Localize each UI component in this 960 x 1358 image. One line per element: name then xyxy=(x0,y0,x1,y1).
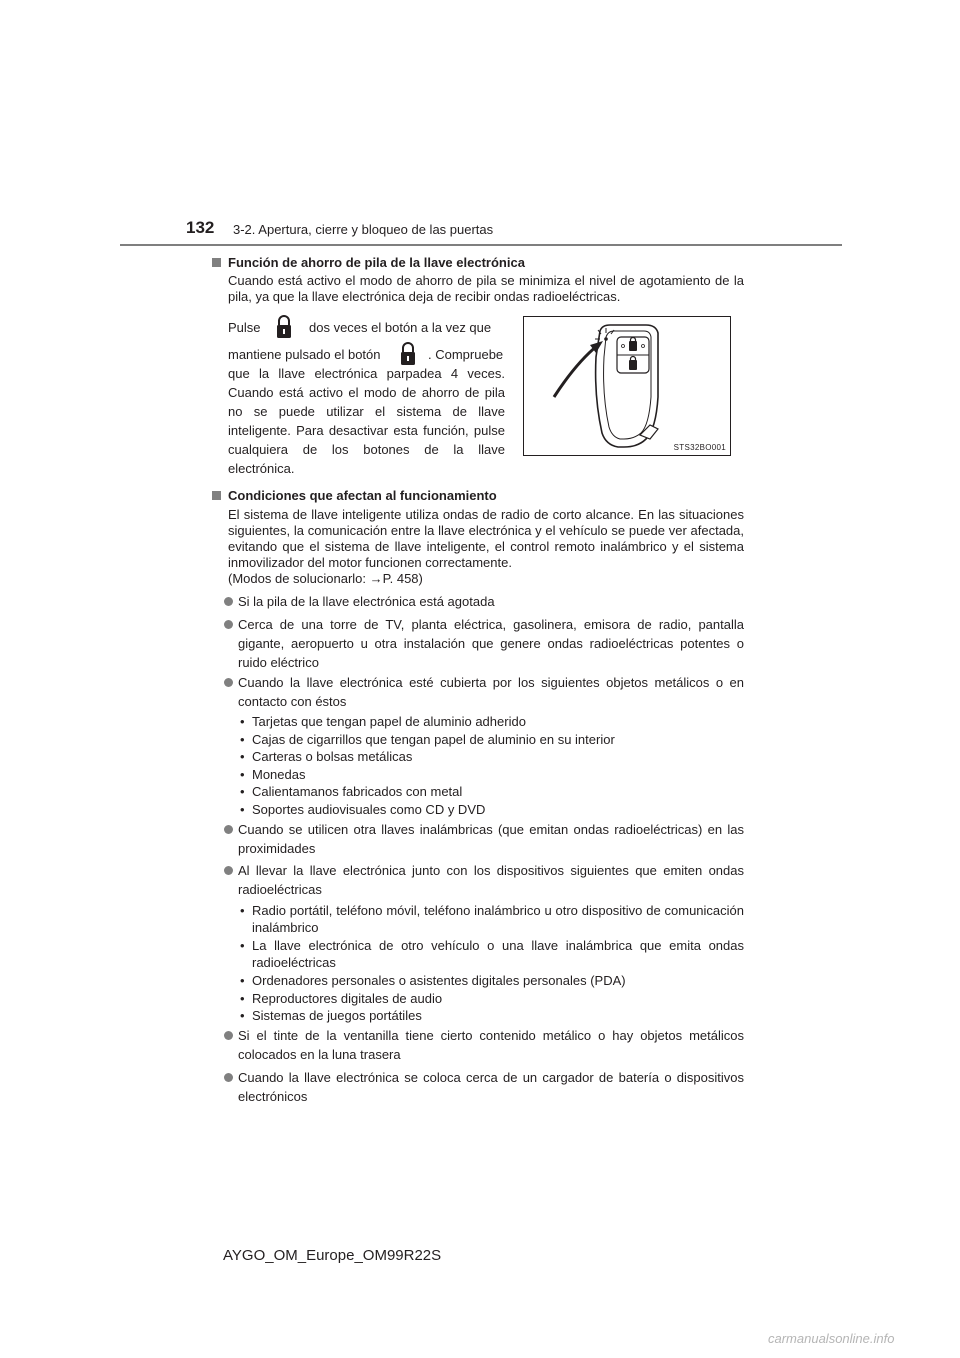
section-title-conditions: Condiciones que afectan al funcionamiento xyxy=(228,488,497,503)
metal-object-item: Carteras o bolsas metálicas xyxy=(252,749,413,764)
sub-bullet: • xyxy=(240,1008,245,1023)
condition-item: Cerca de una torre de TV, planta eléctrica, gasolinera, emisora de radio, pantalla gigante, aeropuerto u otra instalación que genere ondas radioeléctricas potentes o ruido eléctrico xyxy=(238,617,744,670)
list-bullet-icon xyxy=(224,866,233,875)
device-item: Reproductores digitales de audio xyxy=(252,991,443,1006)
instruction-line-1-start: Pulse xyxy=(228,320,261,335)
list-bullet-icon xyxy=(224,597,233,606)
list-bullet-icon xyxy=(224,1073,233,1082)
metal-object-item: Soportes audiovisuales como CD y DVD xyxy=(252,802,486,817)
instruction-continued: que la llave electrónica parpadea 4 veces. Cuando está activo el modo de ahorro de pila no se puede utilizar el sistema de llave inteligente. Para desactivar esta función, pulse cualquiera de los botones de la llave electrónica. xyxy=(228,366,505,476)
device-item: La llave electrónica de otro vehículo o una llave inalámbrica que emita ondas radioeléctricas xyxy=(252,938,744,970)
list-bullet-icon xyxy=(224,620,233,629)
instruction-line-2-start: mantiene pulsado el botón xyxy=(228,347,381,362)
metal-object-item: Cajas de cigarrillos que tengan papel de aluminio en su interior xyxy=(252,732,615,747)
page-number: 132 xyxy=(186,218,215,237)
section-header: 3-2. Apertura, cierre y bloqueo de las puertas xyxy=(233,222,494,237)
device-item: Ordenadores personales o asistentes digitales personales (PDA) xyxy=(252,973,626,988)
sub-bullet: • xyxy=(240,991,245,1006)
sub-bullet: • xyxy=(240,749,245,764)
conditions-intro: El sistema de llave inteligente utiliza ondas de radio de corto alcance. En las situaciones siguientes, la comunicación entre la llave electrónica y el vehículo se puede ver afectada, evitando que el sistema de llave inteligente, el control remoto inalámbrico y el sistema inmovilizador del motor funcionen correctamente. xyxy=(228,507,744,570)
section-marker-icon xyxy=(212,491,221,500)
metal-object-item: Tarjetas que tengan papel de aluminio adherido xyxy=(252,714,526,729)
condition-item: Cuando se utilicen otra llaves inalámbricas (que emitan ondas radioeléctricas) en las proximidades xyxy=(238,822,744,856)
document-id: AYGO_OM_Europe_OM99R22S xyxy=(223,1247,442,1264)
metal-object-item: Calientamanos fabricados con metal xyxy=(252,784,463,799)
list-bullet-icon xyxy=(224,825,233,834)
sub-bullet: • xyxy=(240,938,245,953)
condition-item: Al llevar la llave electrónica junto con los dispositivos siguientes que emiten ondas radioeléctricas xyxy=(238,863,744,897)
conditions-reference: (Modos de solucionarlo: →P. 458) xyxy=(228,571,423,586)
section-marker-icon xyxy=(212,258,221,267)
battery-saving-intro: Cuando está activo el modo de ahorro de pila se minimiza el nivel de agotamiento de la pila, ya que la llave electrónica deja de recibir ondas radioeléctricas. xyxy=(228,273,744,304)
condition-item: Si el tinte de la ventanilla tiene cierto contenido metálico o hay objetos metálicos colocados en la luna trasera xyxy=(238,1028,744,1062)
sub-bullet: • xyxy=(240,784,245,799)
condition-item: Cuando la llave electrónica se coloca cerca de un cargador de batería o dispositivos electrónicos xyxy=(238,1070,744,1104)
sub-bullet: • xyxy=(240,732,245,747)
device-item: Sistemas de juegos portátiles xyxy=(252,1008,422,1023)
header-divider xyxy=(120,244,842,246)
list-bullet-icon xyxy=(224,678,233,687)
metal-object-item: Monedas xyxy=(252,767,306,782)
condition-item: Cuando la llave electrónica esté cubierta por los siguientes objetos metálicos o en contacto con éstos xyxy=(238,675,744,709)
watermark: carmanualsonline.info xyxy=(768,1331,895,1346)
sub-bullet: • xyxy=(240,714,245,729)
smart-key-illustration xyxy=(524,317,730,455)
sub-bullet: • xyxy=(240,903,245,918)
list-bullet-icon xyxy=(224,1031,233,1040)
instruction-line-1-end: dos veces el botón a la vez que xyxy=(309,320,492,335)
sub-bullet: • xyxy=(240,973,245,988)
device-item: Radio portátil, teléfono móvil, teléfono inalámbrico u otro dispositivo de comunicación inalámbrico xyxy=(252,903,744,935)
instruction-line-2-end: . Compruebe xyxy=(428,347,504,362)
lock-button-icon xyxy=(274,314,294,340)
sub-bullet: • xyxy=(240,802,245,817)
smart-key-figure xyxy=(523,316,731,456)
figure-code: STS32BO001 xyxy=(673,443,726,452)
section-title-battery-saving: Función de ahorro de pila de la llave electrónica xyxy=(228,255,525,270)
sub-bullet: • xyxy=(240,767,245,782)
condition-item: Si la pila de la llave electrónica está agotada xyxy=(238,594,495,609)
